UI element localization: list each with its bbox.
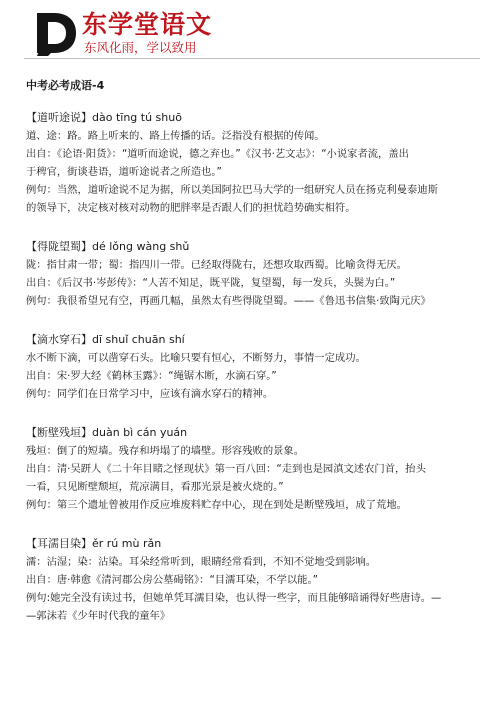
idiom-term: 得陇望蜀 <box>37 240 81 253</box>
example-text: :她完全没有读过书，但她单凭耳濡目染，也认得一些字，而且能够暗诵得好些唐诗。— <box>46 592 442 604</box>
dongxuetang-logo-icon <box>34 10 78 56</box>
idiom-list <box>26 109 480 646</box>
source-label: 出自： <box>26 463 57 475</box>
source-label: 出自： <box>26 574 57 586</box>
header-divider <box>24 58 480 59</box>
page-header <box>0 0 504 64</box>
idiom-entry <box>26 109 480 217</box>
idiom-meaning: 陇：指甘肃一带；蜀：指四川一带。已经取得陇右，还想攻取西蜀。比喻贪得无厌。 <box>26 259 407 271</box>
source-text: 唐·韩愈《清河郡公房公墓碣铭》：“目濡耳染，不学以能。” <box>56 574 318 586</box>
idiom-meaning: 道、途：路。路上听来的、路上传播的话。泛指没有根据的传闻。 <box>26 130 325 142</box>
example-label: 例句 <box>26 592 47 604</box>
brand-name: 东学堂语文 <box>82 10 213 39</box>
idiom-example <box>26 589 480 607</box>
idiom-example <box>26 385 480 403</box>
idiom-meaning: 水不断下滴，可以凿穿石头。比喻只要有恒心，不断努力，事情一定成功。 <box>26 352 366 364</box>
idiom-example <box>26 181 480 199</box>
source-label: 出自： <box>26 277 57 289</box>
idiom-term: 滴水穿石 <box>37 333 81 346</box>
source-label: 出自： <box>26 148 57 160</box>
example-text: 第三个遗址曾被用作反应堆废料贮存中心，现在到处是断壁残垣，成了荒地。 <box>56 499 407 511</box>
idiom-entry <box>26 424 480 514</box>
idiom-example <box>26 496 480 514</box>
idiom-heading: 【道听途说】dào tīng tú shuō <box>26 111 182 124</box>
example-label: 例句： <box>26 499 57 511</box>
idiom-source <box>26 571 480 589</box>
idiom-entry <box>26 535 480 625</box>
idiom-term: 断壁残垣 <box>37 426 81 439</box>
example-text: 我很希望兄有空，再画几幅，虽然太有些得陇望蜀。——《鲁迅书信集·致陶元庆》 <box>56 295 431 307</box>
source-label: 出自： <box>26 370 57 382</box>
example-text: 的领导下，决定核对核对动物的肥胖率是否跟人们的担忧趋势确实相符。 <box>26 202 356 214</box>
idiom-entry <box>26 331 480 403</box>
example-label: 例句： <box>26 388 57 400</box>
idiom-heading: 【滴水穿石】dī shuǐ chuān shí <box>26 333 185 346</box>
idiom-source <box>26 460 480 478</box>
source-text: 宋·罗大经《鹤林玉露》：“绳锯木断，水滴石穿。” <box>56 370 277 382</box>
idiom-meaning: 濡：沾湿；染：沾染。耳朵经常听到，眼睛经常看到，不知不觉地受到影响。 <box>26 556 377 568</box>
idiom-pinyin: duàn bì cán yuán <box>92 426 188 439</box>
example-text: 同学们在日常学习中，应该有滴水穿石的精神。 <box>56 388 274 400</box>
idiom-source <box>26 145 480 163</box>
idiom-pinyin: ěr rú mù rǎn <box>92 537 162 550</box>
idiom-term: 道听途说 <box>37 111 81 124</box>
idiom-heading: 【耳濡目染】ěr rú mù rǎn <box>26 537 162 550</box>
idiom-source <box>26 274 480 292</box>
idiom-entry <box>26 238 480 310</box>
source-text: 《后汉书·岑彭传》：“人苦不知足，既平陇，复望蜀，每一发兵，头鬓为白。” <box>56 277 396 289</box>
idiom-example <box>26 292 480 310</box>
idiom-heading: 【断壁残垣】duàn bì cán yuán <box>26 426 188 439</box>
idiom-meaning: 残垣：倒了的短墙。残存和坍塌了的墙壁。形容残败的景象。 <box>26 445 305 457</box>
source-text: 《论语·阳货》：“道听而途说，德之弃也。”《汉书·艺文志》：“小说家者流，盖出 <box>56 148 409 160</box>
source-text: 于稗官，街谈巷语，道听途说者之所造也。” <box>26 166 222 178</box>
example-label: 例句： <box>26 184 57 196</box>
example-text: —郭沫若《少年时代我的童年》 <box>26 610 171 622</box>
source-text: 一看，只见断壁颓垣，荒凉满目，看那光景是被火烧的。” <box>26 481 284 493</box>
brand-slogan: 东风化雨，学以致用 <box>84 40 197 55</box>
idiom-term: 耳濡目染 <box>37 537 81 550</box>
idiom-pinyin: dé lǒng wàng shǔ <box>92 240 190 253</box>
idiom-heading: 【得陇望蜀】dé lǒng wàng shǔ <box>26 240 190 253</box>
document-title: 中考必考成语-4 <box>26 79 105 92</box>
idiom-pinyin: dī shuǐ chuān shí <box>92 333 185 346</box>
example-text: 当然，道听途说不足为据，所以美国阿拉巴马大学的一组研究人员在扬克利曼泰迪斯 <box>56 184 438 196</box>
idiom-pinyin: dào tīng tú shuō <box>92 111 182 124</box>
example-label: 例句： <box>26 295 57 307</box>
source-text: 清·吴趼人《二十年目睹之怪现状》第一百八回：“走到也是园滇文述农门首，抬头 <box>56 463 426 475</box>
idiom-source <box>26 367 480 385</box>
